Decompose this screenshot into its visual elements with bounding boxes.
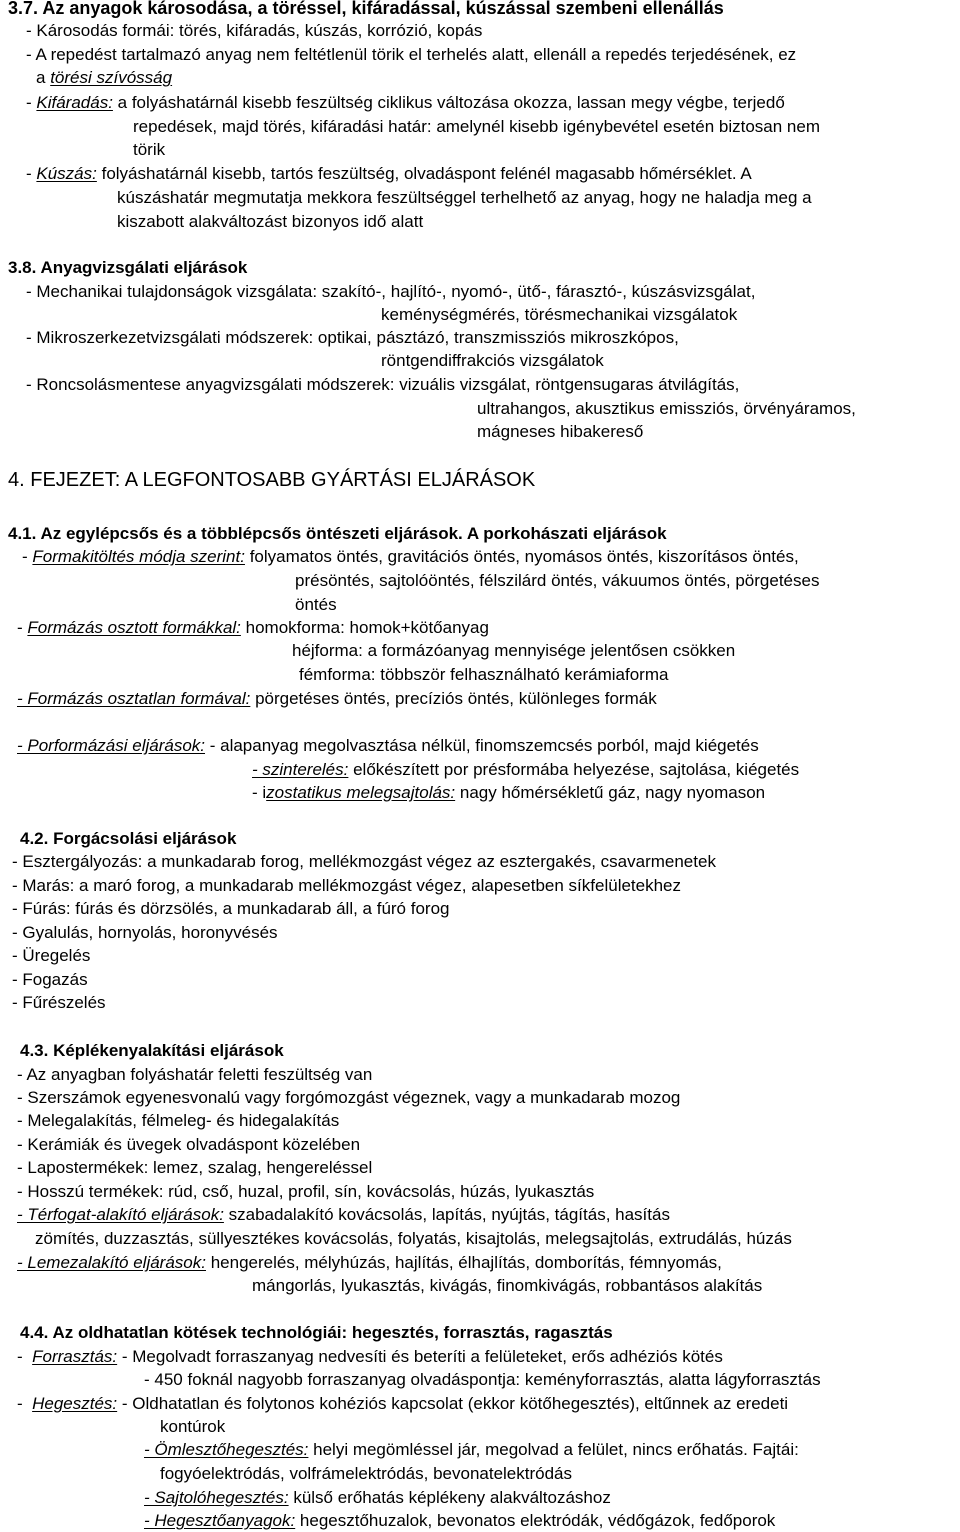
text-line <box>17 735 759 757</box>
text-line: - Roncsolásmentese anyagvizsgálati módszerek: vizuális vizsgálat, röntgensugaras átvilágítás, <box>26 375 740 394</box>
text-line <box>17 1346 723 1368</box>
text-line: - Károsodás formái: törés, kifáradás, kúszás, korrózió, kopás <box>26 21 483 40</box>
section-heading-3-8: 3.8. Anyagvizsgálati eljárások <box>8 258 248 277</box>
text-line: fémforma: többször felhasználható kerámiaforma <box>299 665 669 684</box>
section-heading-3-7: 3.7. Az anyagok károsodása, a töréssel, kifáradással, kúszással szembeni ellenállás <box>8 0 724 18</box>
text-fragment: hengerelés, mélyhúzás, hajlítás, élhajlítás, domborítás, fémnyomás, <box>205 1253 722 1272</box>
section-heading-4-1: 4.1. Az egylépcsős és a többlépcsős öntészeti eljárások. A porkohászati eljárások <box>8 524 667 543</box>
chapter-heading: 4. FEJEZET: A LEGFONTOSABB GYÁRTÁSI ELJÁRÁSOK <box>8 469 536 491</box>
text-fragment: - <box>17 1394 33 1413</box>
text-line: héjforma: a formázóanyag mennyisége jelentősen csökken <box>292 641 736 660</box>
list-item: - Melegalakítás, félmeleg- és hidegalakítás <box>17 1111 340 1130</box>
section-heading-4-2: 4.2. Forgácsolási eljárások <box>20 829 237 848</box>
text-line: fogyóelektródás, volfrámelektródás, bevonatelektródás <box>160 1464 573 1483</box>
text-line: röntgendiffrakciós vizsgálatok <box>381 351 604 370</box>
text-fragment: - <box>17 1347 33 1366</box>
text-fragment: homokforma: homok+kötőanyag <box>240 618 489 637</box>
text-line <box>17 1204 670 1226</box>
text-line <box>36 67 172 89</box>
term-terfogat-alakito: - Térfogat-alakító eljárások: <box>17 1205 224 1224</box>
text-fragment: szabadalakító kovácsolás, lapítás, nyújtás, tágítás, hasítás <box>223 1205 670 1224</box>
term-kuszas: Kúszás: <box>36 164 97 183</box>
text-line: keménységmérés, törésmechanikai vizsgálatok <box>381 305 738 324</box>
text-line <box>252 759 799 781</box>
list-item: - Gyalulás, hornyolás, horonyvésés <box>12 923 278 942</box>
term-szinterezes: - szinterelés: <box>252 760 349 779</box>
text-line <box>17 617 489 639</box>
text-line <box>144 1487 611 1509</box>
text-line <box>17 1252 722 1274</box>
term-hegesztoanyagok: - Hegesztőanyagok: <box>144 1511 296 1530</box>
text-line: ultrahangos, akusztikus emissziós, örvényáramos, <box>477 399 856 418</box>
list-item: - Marás: a maró forog, a munkadarab mellékmozgást végez, alapesetben síkfelületekhez <box>12 876 682 895</box>
text-fragment: - alapanyag megolvasztása nélkül, finomszemcsés porból, majd kiégetés <box>205 736 759 755</box>
list-item: - Hosszú termékek: rúd, cső, huzal, profil, sín, kovácsolás, húzás, lyukasztás <box>17 1182 595 1201</box>
term-formazas-osztatlan: - Formázás osztatlan formával: <box>17 689 251 708</box>
list-item: - Szerszámok egyenesvonalú vagy forgómozgást végeznek, vagy a munkadarab mozog <box>17 1088 681 1107</box>
text-fragment: nagy hőmérsékletű gáz, nagy nyomason <box>455 783 766 802</box>
text-fragment: - <box>26 164 37 183</box>
text-line <box>17 688 657 710</box>
text-fragment: - <box>26 93 37 112</box>
term-forrasztas: Forrasztás: <box>32 1347 118 1366</box>
text-fragment: előkészített por présformába helyezése, sajtolása, kiégetés <box>348 760 800 779</box>
list-item: - Kerámiák és üvegek olvadáspont közelében <box>17 1135 361 1154</box>
text-line: kúszáshatár megmutatja mekkora feszültséggel terhelhető az anyag, hogy ne haladja meg a <box>117 188 812 207</box>
section-heading-4-4: 4.4. Az oldhatatlan kötések technológiái: hegesztés, forrasztás, ragasztás <box>20 1323 613 1342</box>
text-line <box>22 546 799 568</box>
text-line <box>26 92 785 114</box>
text-line: törik <box>133 140 166 159</box>
text-line: mángorlás, lyukasztás, kivágás, finomkivágás, robbantásos alakítás <box>252 1276 763 1295</box>
term-porformazas: - Porformázási eljárások: <box>17 736 206 755</box>
text-fragment: külső erőhatás képlékeny alakváltozáshoz <box>288 1488 611 1507</box>
text-line: öntés <box>295 595 337 614</box>
text-fragment: - <box>17 618 28 637</box>
list-item: - Fogazás <box>12 970 88 989</box>
text-line: - Mikroszerkezetvizsgálati módszerek: optikai, pásztázó, transzmissziós mikroszkópos, <box>26 328 679 347</box>
list-item: - Lapostermékek: lemez, szalag, hengereléssel <box>17 1158 373 1177</box>
text-line: présöntés, sajtolóöntés, félszilárd öntés, vákuumos öntés, pörgetéses <box>295 571 820 590</box>
text-line: - A repedést tartalmazó anyag nem feltétlenül törik el terhelés alatt, ellenáll a repedés terjedésének, ez <box>26 45 797 64</box>
section-heading-4-3: 4.3. Képlékenyalakítási eljárások <box>20 1041 284 1060</box>
list-item: - Az anyagban folyáshatár feletti feszültség van <box>17 1065 373 1084</box>
text-fragment: - <box>22 547 33 566</box>
term-izostatikus: zostatikus melegsajtolás: <box>266 783 456 802</box>
text-fragment: - Megolvadt forraszanyag nedvesíti és beteríti a felületeket, erős adhéziós kötés <box>117 1347 723 1366</box>
text-line: repedések, majd törés, kifáradási határ: amelynél kisebb igénybevétel esetén biztosan nem <box>133 117 820 136</box>
text-line <box>17 1393 788 1415</box>
text-line <box>252 782 765 804</box>
text-fragment: folyamatos öntés, gravitációs öntés, nyomásos öntés, kiszorításos öntés, <box>244 547 799 566</box>
list-item: - Fűrészelés <box>12 993 106 1012</box>
text-fragment: helyi megömléssel jár, megolvad a felület, nincs erőhatás. Fajtái: <box>308 1440 799 1459</box>
text-line: kiszabott alakváltozást bizonyos idő alatt <box>117 212 424 231</box>
term-omleszto: - Ömlesztőhegesztés: <box>144 1440 309 1459</box>
text-line <box>144 1439 799 1461</box>
text-line <box>26 163 752 185</box>
term-hegesztes: Hegesztés: <box>32 1394 118 1413</box>
text-fragment: - Oldhatatlan és folytonos kohéziós kapcsolat (ekkor kötőhegesztés), eltűnnek az eredeti <box>117 1394 789 1413</box>
text-line: zömítés, duzzasztás, süllyesztékes kovácsolás, folyatás, kisajtolás, melegsajtolás, extrudálás, húzás <box>35 1229 792 1248</box>
text-fragment: hegesztőhuzalok, bevonatos elektródák, védőgázok, fedőporok <box>295 1511 776 1530</box>
text-fragment: folyáshatárnál kisebb, tartós feszültség, olvadáspont felénél magasabb hőmérséklet. A <box>96 164 752 183</box>
term-formakitoltes: Formakitöltés módja szerint: <box>32 547 245 566</box>
list-item: - Üregelés <box>12 946 91 965</box>
text-fragment: a <box>36 68 51 87</box>
list-item: - Fúrás: fúrás és dörzsölés, a munkadarab áll, a fúró forog <box>12 899 450 918</box>
text-fragment: pörgetéses öntés, precíziós öntés, különleges formák <box>250 689 657 708</box>
text-line: kontúrok <box>160 1417 226 1436</box>
text-line <box>144 1510 775 1532</box>
term-kifaradas: Kifáradás: <box>36 93 113 112</box>
term-formazas-osztott: Formázás osztott formákkal: <box>27 618 241 637</box>
term-sajtolo: - Sajtolóhegesztés: <box>144 1488 289 1507</box>
list-item: - Esztergályozás: a munkadarab forog, mellékmozgást végez az esztergakés, csavarmenetek <box>12 852 716 871</box>
text-fragment: a folyáshatárnál kisebb feszültség ciklikus változása okozza, lassan megy végbe, terjedő <box>112 93 785 112</box>
term-lemezalakito: - Lemezalakító eljárások: <box>17 1253 206 1272</box>
text-line: - 450 foknál nagyobb forraszanyag olvadáspontja: keményforrasztás, alatta lágyforrasztás <box>144 1370 821 1389</box>
text-line: mágneses hibakereső <box>477 422 644 441</box>
text-line: - Mechanikai tulajdonságok vizsgálata: szakító-, hajlító-, nyomó-, ütő-, fárasztó-, kúszásvizsgálat, <box>26 282 756 301</box>
term-toresi-szivossag: törési szívósság <box>50 68 173 87</box>
text-fragment: - i <box>252 783 267 802</box>
